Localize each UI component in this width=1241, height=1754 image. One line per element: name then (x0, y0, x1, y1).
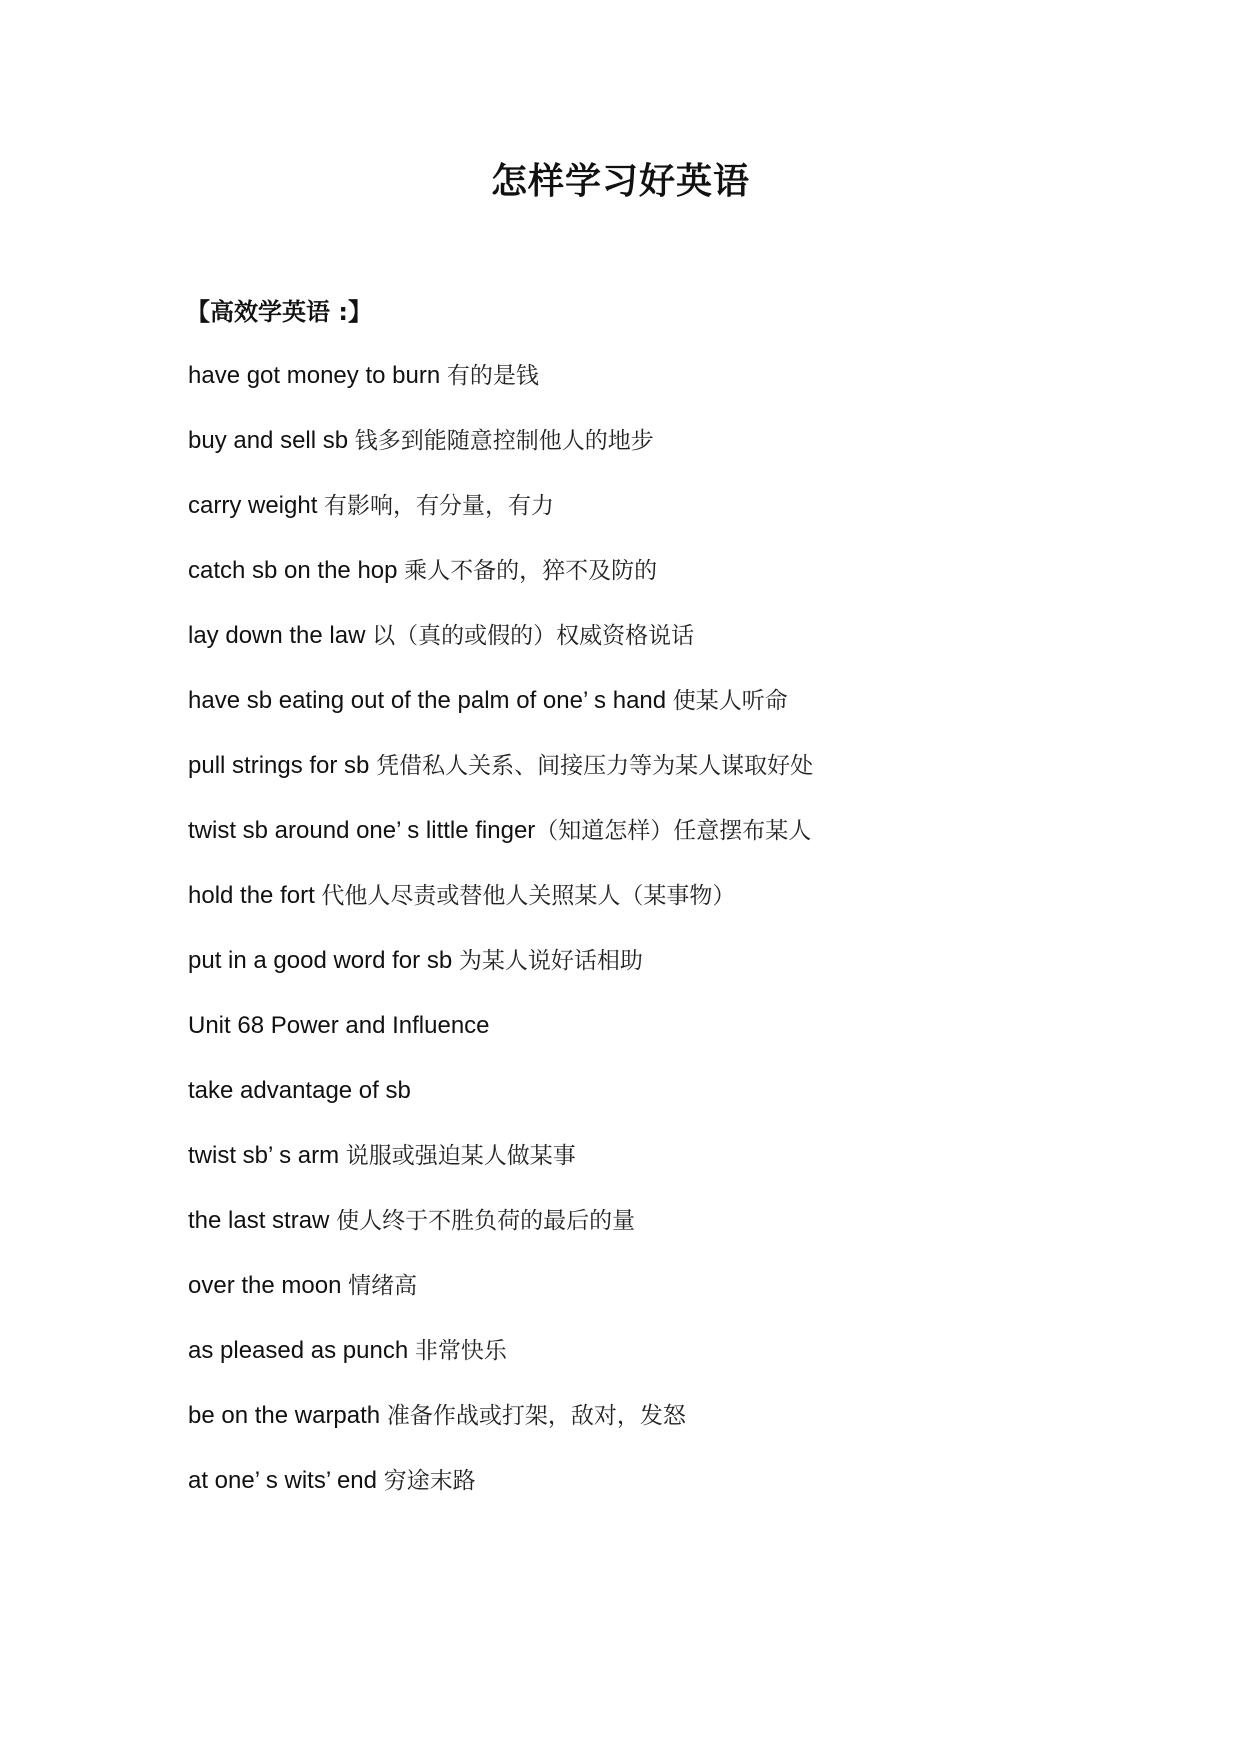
phrase-english: over the moon (188, 1272, 349, 1299)
phrase-chinese: 情绪高 (348, 1273, 418, 1299)
phrase-chinese: 以（真的或假的）权威资格说话 (372, 623, 695, 649)
phrase-english: hold the fort (188, 882, 322, 909)
phrase-entry (188, 880, 1188, 945)
phrase-chinese: 穷途末路 (383, 1468, 476, 1494)
phrase-english: pull strings for sb (188, 752, 377, 779)
phrase-entry (188, 1465, 1188, 1530)
phrase-list (188, 360, 1188, 1530)
phrase-chinese: 有的是钱 (446, 363, 539, 389)
phrase-english: catch sb on the hop (188, 557, 405, 584)
phrase-entry (188, 750, 1188, 815)
phrase-english: have sb eating out of the palm of one’ s hand (188, 687, 673, 714)
phrase-english: twist sb’ s arm (188, 1142, 346, 1169)
phrase-chinese: 说服或强迫某人做某事 (345, 1143, 576, 1169)
phrase-chinese: 为某人说好话相助 (458, 948, 643, 974)
phrase-chinese: 代他人尽责或替他人关照某人（某事物） (321, 883, 736, 909)
phrase-chinese: 有影响，有分量，有力 (324, 493, 555, 519)
phrase-english: take advantage of sb (188, 1077, 411, 1104)
phrase-english: have got money to burn (188, 362, 447, 389)
phrase-chinese: 钱多到能随意控制他人的地步 (354, 428, 654, 454)
phrase-entry (188, 945, 1188, 1010)
phrase-chinese: 凭借私人关系、间接压力等为某人谋取好处 (376, 753, 814, 779)
phrase-entry (188, 1140, 1188, 1205)
phrase-english: put in a good word for sb (188, 947, 459, 974)
phrase-english: twist sb around one’ s little finger (188, 817, 536, 844)
phrase-entry (188, 1270, 1188, 1335)
phrase-entry (188, 815, 1188, 880)
phrase-chinese: 使人终于不胜负荷的最后的量 (336, 1208, 636, 1234)
phrase-chinese: （知道怎样）任意摆布某人 (535, 818, 812, 844)
phrase-entry (188, 685, 1188, 750)
phrase-entry (188, 620, 1188, 685)
phrase-chinese: 准备作战或打架，敌对，发怒 (386, 1403, 686, 1429)
phrase-entry (188, 1010, 1188, 1075)
phrase-entry (188, 490, 1188, 555)
phrase-english: as pleased as punch (188, 1337, 415, 1364)
phrase-english: the last straw (188, 1207, 337, 1234)
phrase-english: lay down the law (188, 622, 373, 649)
phrase-entry (188, 360, 1188, 425)
phrase-english: be on the warpath (188, 1402, 387, 1429)
phrase-entry (188, 1075, 1188, 1140)
phrase-entry (188, 555, 1188, 620)
section-heading: 【高效学英语 :】 (186, 298, 372, 326)
phrase-chinese: 乘人不备的，猝不及防的 (404, 558, 658, 584)
phrase-entry (188, 425, 1188, 490)
phrase-chinese: 使某人听命 (672, 688, 788, 714)
phrase-english: at one’ s wits’ end (188, 1467, 384, 1494)
phrase-entry (188, 1400, 1188, 1465)
phrase-chinese: 非常快乐 (414, 1338, 507, 1364)
page-title: 怎样学习好英语 (490, 161, 750, 202)
phrase-english: Unit 68 Power and Influence (188, 1012, 490, 1039)
phrase-english: carry weight (188, 492, 325, 519)
phrase-entry (188, 1205, 1188, 1270)
phrase-english: buy and sell sb (188, 427, 355, 454)
phrase-entry (188, 1335, 1188, 1400)
